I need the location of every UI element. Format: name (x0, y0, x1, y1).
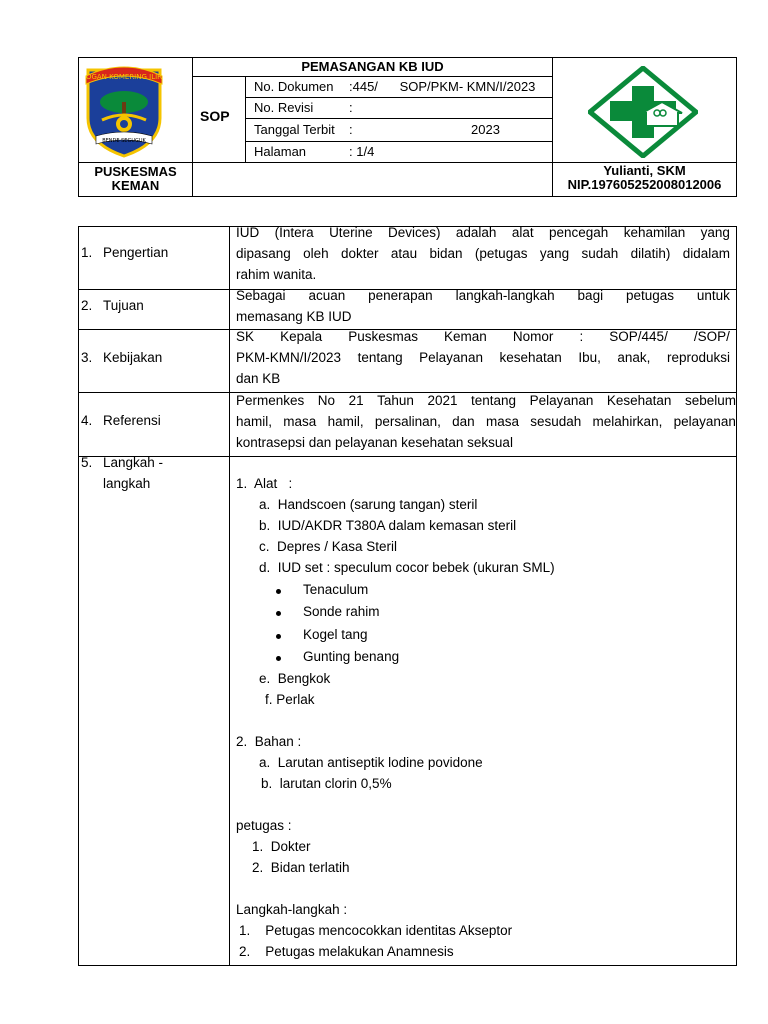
alat-item-e: e. Bengkok (259, 671, 331, 686)
kebijakan-text (236, 326, 730, 389)
petugas-item-1: 1. Dokter (252, 839, 311, 854)
pengertian-line-1: IUD (Intera Uterine Devices) adalah alat pencegah kehamilan yang (236, 225, 730, 240)
logo-ribbon-text: BENDE SEGUGUK (102, 138, 146, 144)
field-value-no-dokumen: :445/ SOP/PKM- KMN/I/2023 (349, 79, 536, 94)
tujuan-text (236, 285, 730, 327)
row-label-referensi: Referensi (103, 413, 161, 428)
row-number-1: 1. (81, 245, 93, 260)
bahan-item-a: a. Larutan antiseptik lodine povidone (259, 755, 483, 770)
bullet-dot (276, 634, 281, 639)
org-name-line1: PUSKESMAS (94, 164, 177, 179)
iud-set-item-kogel-tang: Kogel tang (303, 627, 368, 642)
kebijakan-line-3: dan KB (236, 371, 281, 386)
row-number-2: 2. (81, 298, 93, 313)
row-number-5: 5. (81, 455, 93, 470)
signer-name: Yulianti, SKM (603, 163, 686, 178)
regency-logo (82, 62, 166, 158)
field-value-tanggal-year: 2023 (471, 122, 500, 137)
petugas-item-2: 2. Bidan terlatih (252, 860, 350, 875)
iud-set-item-tenaculum: Tenaculum (303, 582, 369, 597)
tujuan-line-2: memasang KB IUD (236, 309, 352, 324)
alat-item-a: a. Handscoen (sarung tangan) steril (259, 497, 478, 512)
field-value-halaman: : 1/4 (349, 144, 375, 159)
pengertian-line-2: dipasang oleh dokter atau bidan (petugas yang sudah dilatih) didalam (236, 246, 730, 261)
petugas-heading: petugas : (236, 818, 292, 833)
iud-set-item-gunting-benang: Gunting benang (303, 649, 400, 664)
alat-item-f: f. Perlak (265, 692, 315, 707)
signer-nip: NIP.197605252008012006 (567, 177, 722, 192)
pengertian-line-3: rahim wanita. (236, 267, 317, 282)
row-label-langkah-1: Langkah - (103, 455, 164, 470)
bullet-dot (276, 611, 281, 616)
document-title: PEMASANGAN KB IUD (301, 59, 444, 74)
row-label-tujuan: Tujuan (103, 298, 144, 313)
kebijakan-line-2: PKM-KMN/I/2023 tentang Pelayanan kesehatan Ibu, anak, reproduksi (236, 350, 730, 365)
row-label-pengertian: Pengertian (103, 245, 169, 260)
bahan-heading: 2. Bahan : (236, 734, 302, 749)
row-label-kebijakan: Kebijakan (103, 350, 163, 365)
field-label-halaman: Halaman (254, 144, 307, 159)
bullet-dot (276, 656, 281, 661)
alat-item-d: d. IUD set : speculum cocor bebek (ukuran SML) (259, 560, 555, 575)
field-label-tanggal-terbit: Tanggal Terbit (254, 122, 335, 137)
kebijakan-line-1: SK Kepala Puskesmas Keman Nomor : SOP/445/ /SOP/ (236, 329, 730, 344)
field-label-no-dokumen: No. Dokumen (254, 79, 334, 94)
org-name-line2: KEMAN (111, 178, 160, 193)
iud-set-item-sonde-rahim: Sonde rahim (303, 604, 380, 619)
logo-top-text: OGAN KOMERING ILIR (85, 73, 163, 81)
row-number-3: 3. (81, 350, 93, 365)
tujuan-line-1: Sebagai acuan penerapan langkah-langkah bagi petugas untuk (236, 288, 730, 303)
field-label-no-revisi: No. Revisi (254, 100, 314, 115)
bullet-dot (276, 589, 281, 594)
pengertian-text (236, 222, 730, 285)
sop-label: SOP (200, 108, 230, 124)
field-value-tanggal-terbit: : (349, 122, 353, 137)
langkah-item-2: 2. Petugas melakukan Anamnesis (239, 944, 454, 959)
row-number-4: 4. (81, 413, 93, 428)
bahan-item-b: b. larutan clorin 0,5% (261, 776, 392, 791)
langkah-item-1: 1. Petugas mencocokkan identitas Akseptor (239, 923, 513, 938)
alat-item-c: c. Depres / Kasa Steril (259, 539, 398, 554)
puskesmas-logo (588, 66, 698, 158)
alat-item-b: b. IUD/AKDR T380A dalam kemasan steril (259, 518, 517, 533)
referensi-text (236, 390, 736, 453)
alat-heading: 1. Alat : (236, 476, 293, 491)
field-value-no-revisi: : (349, 100, 353, 115)
referensi-line-2: hamil, masa hamil, persalinan, dan masa sesudah melahirkan, pelayanan (236, 414, 736, 429)
referensi-line-3: kontrasepsi dan pelayanan kesehatan seksual (236, 435, 513, 450)
referensi-line-1: Permenkes No 21 Tahun 2021 tentang Pelayanan Kesehatan sebelum (236, 393, 736, 408)
langkah-heading: Langkah-langkah : (236, 902, 348, 917)
row-label-langkah-2: langkah (103, 476, 151, 491)
